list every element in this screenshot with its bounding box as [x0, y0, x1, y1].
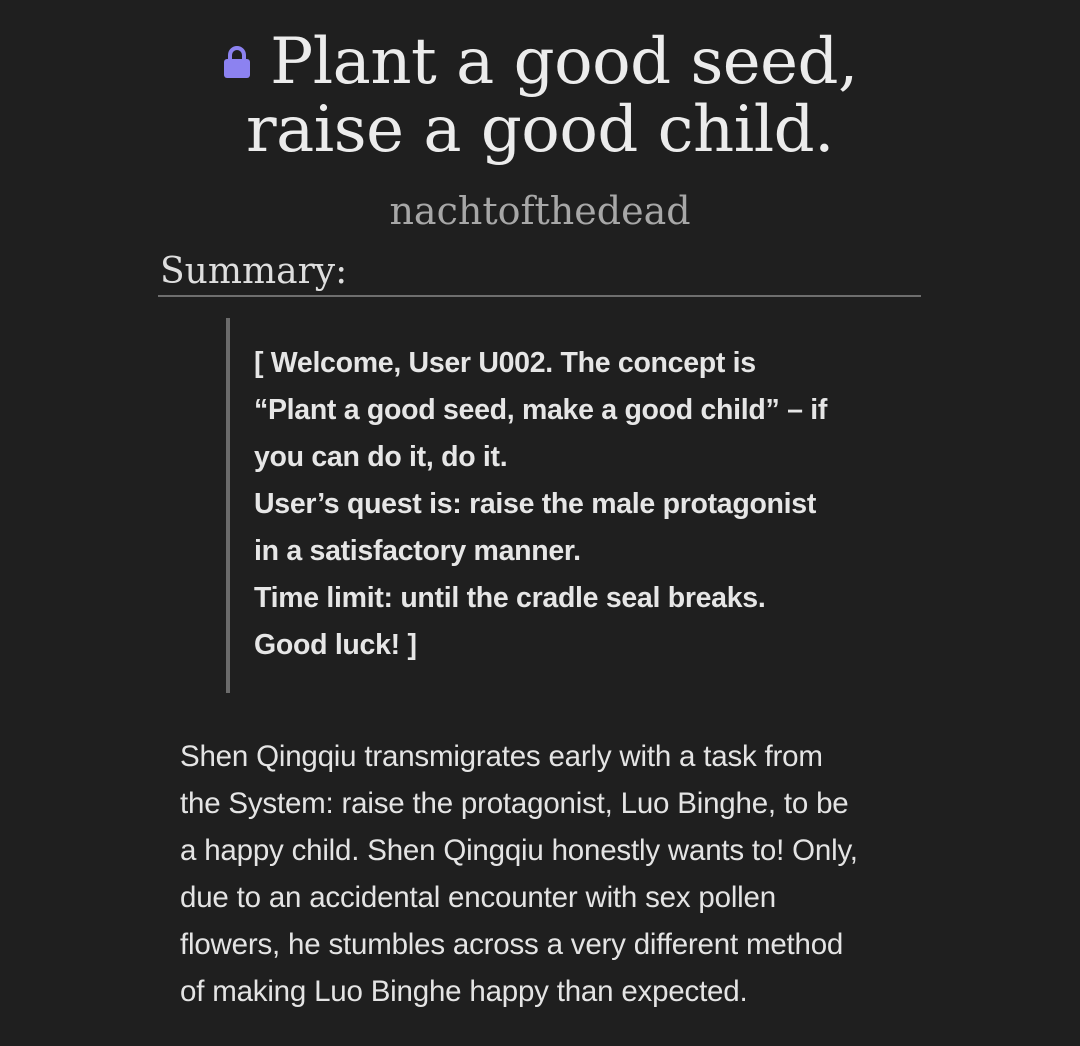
summary-quote — [226, 318, 866, 693]
quote-line: Good luck! ] — [254, 629, 417, 661]
body-line: due to an accidental encounter with sex pollen — [180, 881, 776, 914]
title-line-2: raise a good child. — [246, 93, 834, 167]
lock-icon — [222, 45, 252, 79]
quote-line: Time limit: until the cradle seal breaks. — [254, 582, 766, 614]
body-line: flowers, he stumbles across a very different method — [180, 928, 844, 961]
work-title — [0, 25, 1080, 167]
summary-heading: Summary: — [160, 251, 348, 292]
summary-divider — [158, 295, 921, 297]
body-line: a happy child. Shen Qingqiu honestly wants to! Only, — [180, 834, 858, 867]
quote-line: User’s quest is: raise the male protagonist — [254, 488, 817, 520]
author-link[interactable]: nachtofthedead — [389, 189, 691, 233]
body-line: of making Luo Binghe happy than expected. — [180, 975, 748, 1008]
quote-line: “Plant a good seed, make a good child” – if — [254, 394, 828, 426]
quote-line: you can do it, do it. — [254, 441, 508, 473]
body-line: the System: raise the protagonist, Luo Binghe, to be — [180, 787, 849, 820]
quote-line: in a satisfactory manner. — [254, 535, 581, 567]
summary-body — [180, 733, 920, 1015]
title-line-1: Plant a good seed, — [270, 25, 858, 99]
quote-line: [ Welcome, User U002. The concept is — [254, 347, 756, 379]
body-line: Shen Qingqiu transmigrates early with a task from — [180, 740, 823, 773]
